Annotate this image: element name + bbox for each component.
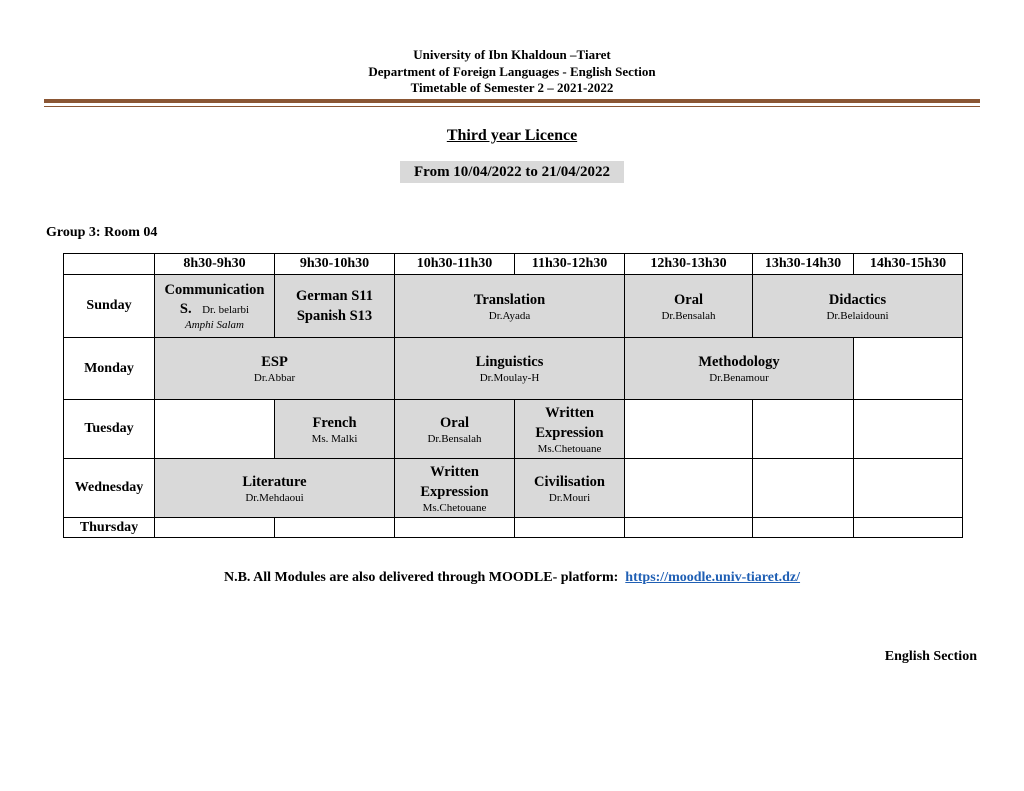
session-teacher: Ms.Chetouane xyxy=(422,501,487,514)
session-didactics xyxy=(753,275,963,338)
empty-slot xyxy=(395,518,515,538)
department-name: Department of Foreign Languages - English Section xyxy=(368,63,656,79)
day-row-tuesday xyxy=(64,400,963,459)
session-subject: German S11 xyxy=(296,288,373,304)
session-teacher: Dr.Ayada xyxy=(488,309,531,322)
session-teacher: Dr.Abbar xyxy=(253,372,296,384)
session-french xyxy=(275,400,395,459)
session-subject: Oral xyxy=(674,291,703,308)
day-label: Tuesday xyxy=(64,400,155,459)
session-teacher: Dr.Mehdaoui xyxy=(245,491,304,504)
session-communication xyxy=(155,275,275,338)
session-literature xyxy=(155,459,395,518)
session-linguistics xyxy=(395,338,625,400)
slot-header: 8h30-9h30 xyxy=(155,254,275,275)
session-subject: Didactics xyxy=(828,291,887,308)
slot-header: 13h30-14h30 xyxy=(753,254,854,275)
moodle-note xyxy=(0,570,1024,586)
day-row-monday xyxy=(64,338,963,400)
session-teacher: Dr.Mouri xyxy=(548,491,591,504)
session-subject: Oral xyxy=(440,414,469,431)
session-subject: Linguistics xyxy=(475,354,544,370)
day-label: Thursday xyxy=(64,518,155,538)
session-subject: Literature xyxy=(242,473,307,490)
document-header xyxy=(0,47,1024,97)
session-teacher: Dr.Bensalah xyxy=(427,432,482,445)
day-label: Wednesday xyxy=(64,459,155,518)
empty-slot xyxy=(854,518,963,538)
session-translation xyxy=(395,275,625,338)
session-teacher: Dr.Belaidouni xyxy=(826,309,889,322)
moodle-link[interactable]: https://moodle.univ-tiaret.dz/ xyxy=(625,570,801,585)
session-teacher: Ms.Chetouane xyxy=(537,442,602,455)
session-civilisation xyxy=(515,459,625,518)
session-subject: French xyxy=(312,414,357,431)
session-subject: Expression xyxy=(535,424,604,441)
session-teacher: Dr.Moulay-H xyxy=(479,372,540,384)
session-teacher: Dr.Bensalah xyxy=(661,309,716,322)
session-subject: Expression xyxy=(420,483,489,500)
group-room-label: Group 3: Room 04 xyxy=(46,225,158,240)
session-languages xyxy=(275,275,395,338)
session-subject: ESP xyxy=(261,354,288,370)
session-subject: Civilisation xyxy=(534,473,605,490)
session-methodology xyxy=(625,338,854,400)
slot-header: 9h30-10h30 xyxy=(275,254,395,275)
empty-slot xyxy=(854,400,963,459)
timetable-title: Timetable of Semester 2 – 2021-2022 xyxy=(410,80,614,95)
slot-header: 12h30-13h30 xyxy=(625,254,753,275)
empty-slot xyxy=(625,400,753,459)
note-text: N.B. All Modules are also delivered through MOODLE- platform: xyxy=(223,570,619,585)
timetable-grid xyxy=(63,253,963,538)
session-subject: Translation xyxy=(473,291,546,308)
empty-slot xyxy=(854,338,963,400)
empty-slot xyxy=(753,400,854,459)
session-subject-line xyxy=(155,300,274,319)
level-title: Third year Licence xyxy=(446,127,578,144)
signature: English Section xyxy=(884,649,977,664)
session-subject: Methodology xyxy=(698,354,780,370)
day-label: Monday xyxy=(64,338,155,400)
day-row-sunday xyxy=(64,275,963,338)
session-subject: Spanish S13 xyxy=(296,308,373,324)
session-oral xyxy=(625,275,753,338)
slot-header: 14h30-15h30 xyxy=(854,254,963,275)
period-banner: From 10/04/2022 to 21/04/2022 xyxy=(400,161,624,183)
day-row-wednesday xyxy=(64,459,963,518)
empty-slot xyxy=(155,400,275,459)
empty-slot xyxy=(275,518,395,538)
session-subject: Written xyxy=(430,463,479,480)
session-oral xyxy=(395,400,515,459)
session-teacher: Dr.Benamour xyxy=(709,372,769,384)
session-subject: Communication xyxy=(164,282,265,298)
session-written-expression xyxy=(515,400,625,459)
session-esp xyxy=(155,338,395,400)
session-subject: Written xyxy=(545,404,594,421)
session-teacher: Dr. belarbi xyxy=(202,304,250,316)
empty-slot xyxy=(515,518,625,538)
empty-slot xyxy=(625,459,753,518)
session-subject-suffix: S. xyxy=(179,301,192,317)
session-teacher: Ms. Malki xyxy=(311,432,358,445)
header-divider xyxy=(44,99,980,107)
corner-cell xyxy=(64,254,155,275)
empty-slot xyxy=(753,518,854,538)
slot-header: 11h30-12h30 xyxy=(515,254,625,275)
day-label: Sunday xyxy=(64,275,155,338)
session-room: Amphi Salam xyxy=(185,319,244,331)
empty-slot xyxy=(625,518,753,538)
session-written-expression xyxy=(395,459,515,518)
empty-slot xyxy=(155,518,275,538)
slot-header: 10h30-11h30 xyxy=(395,254,515,275)
timeslot-header-row xyxy=(64,254,963,275)
day-row-thursday xyxy=(64,518,963,538)
empty-slot xyxy=(753,459,854,518)
university-name: University of Ibn Khaldoun –Tiaret xyxy=(413,47,611,62)
empty-slot xyxy=(854,459,963,518)
